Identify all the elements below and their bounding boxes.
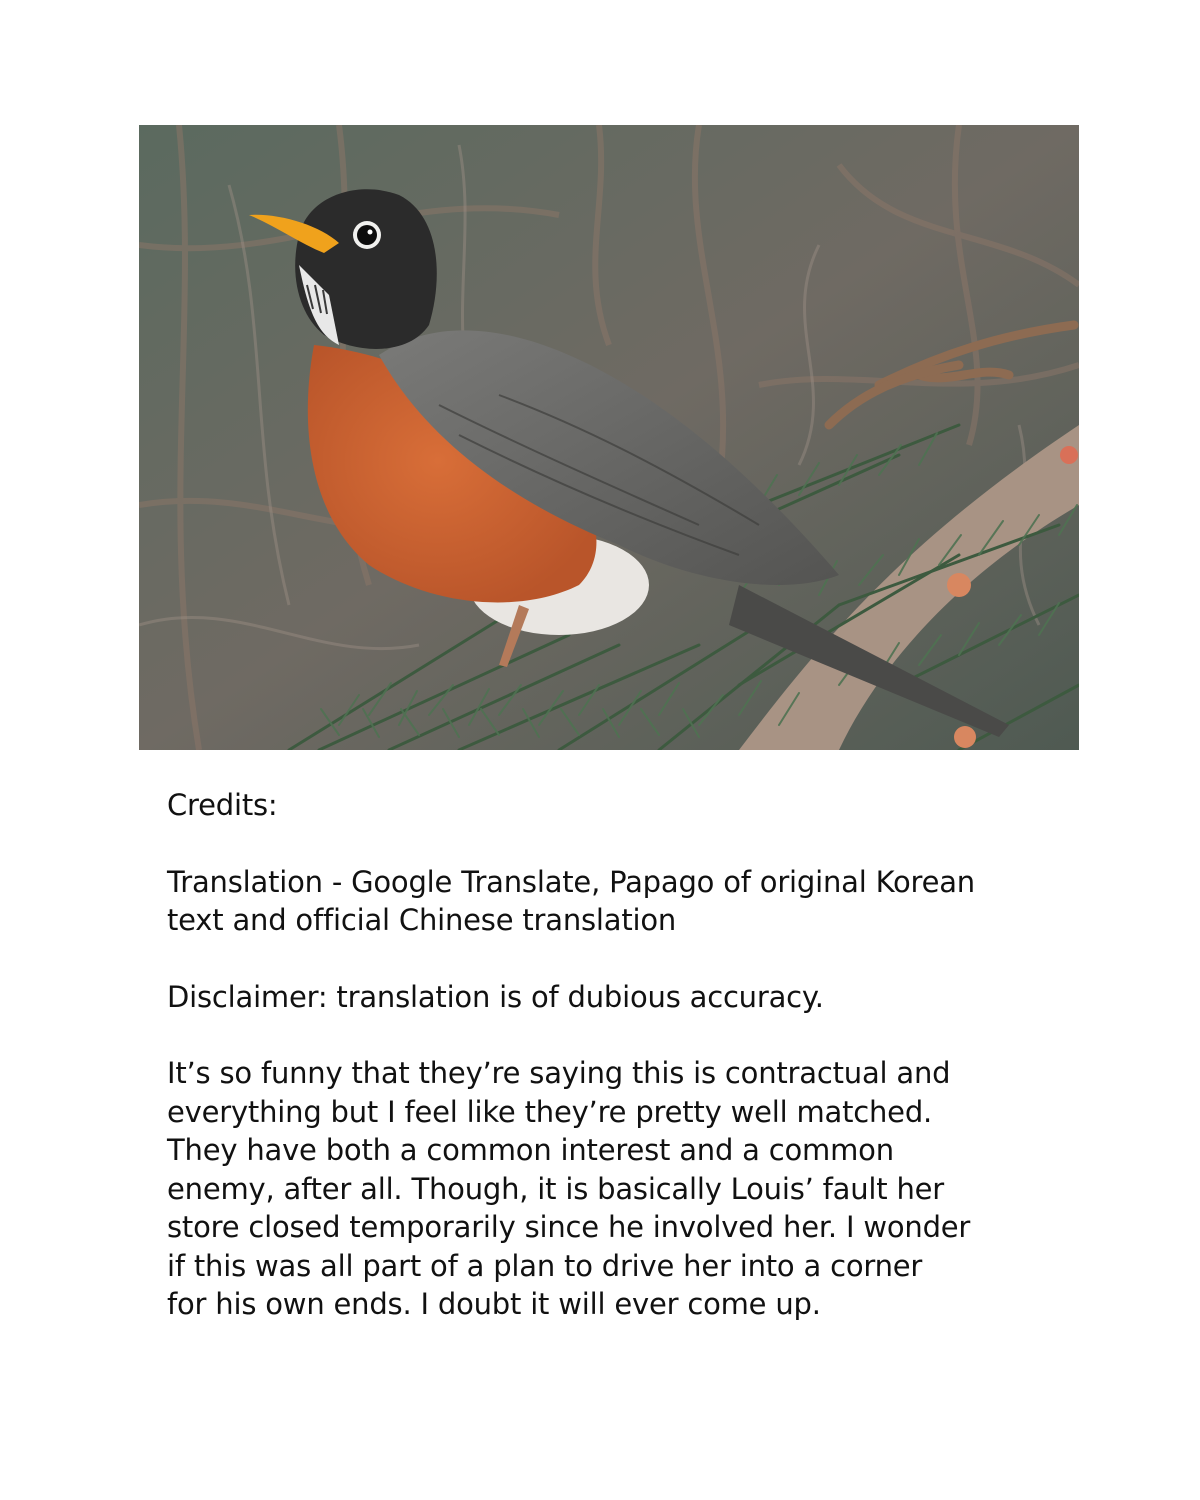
note-line: store closed temporarily since he involved her. I wonder <box>167 1210 971 1244</box>
robin-photo <box>139 125 1079 750</box>
note-line: everything but I feel like they’re pretty well matched. <box>167 1094 933 1129</box>
disclaimer-line: Disclaimer: translation is of dubious accuracy. <box>167 979 824 1014</box>
note-line: if this was all part of a plan to drive her into a corner <box>167 1248 923 1283</box>
credits-section <box>167 786 1047 1324</box>
note-line: It’s so funny that they’re saying this is contractual and <box>167 1056 951 1090</box>
translation-credit-line-2: text and official Chinese translation <box>167 903 677 937</box>
note-line: enemy, after all. Though, it is basically Louis’ fault her <box>167 1171 945 1206</box>
note-line: They have both a common interest and a common <box>167 1133 894 1167</box>
translation-credit-line-1: Translation - Google Translate, Papago of original Korean <box>167 864 975 899</box>
note-line: for his own ends. I doubt it will ever come up. <box>167 1287 821 1321</box>
robin-illustration <box>139 125 1079 750</box>
credits-heading: Credits: <box>167 788 278 822</box>
